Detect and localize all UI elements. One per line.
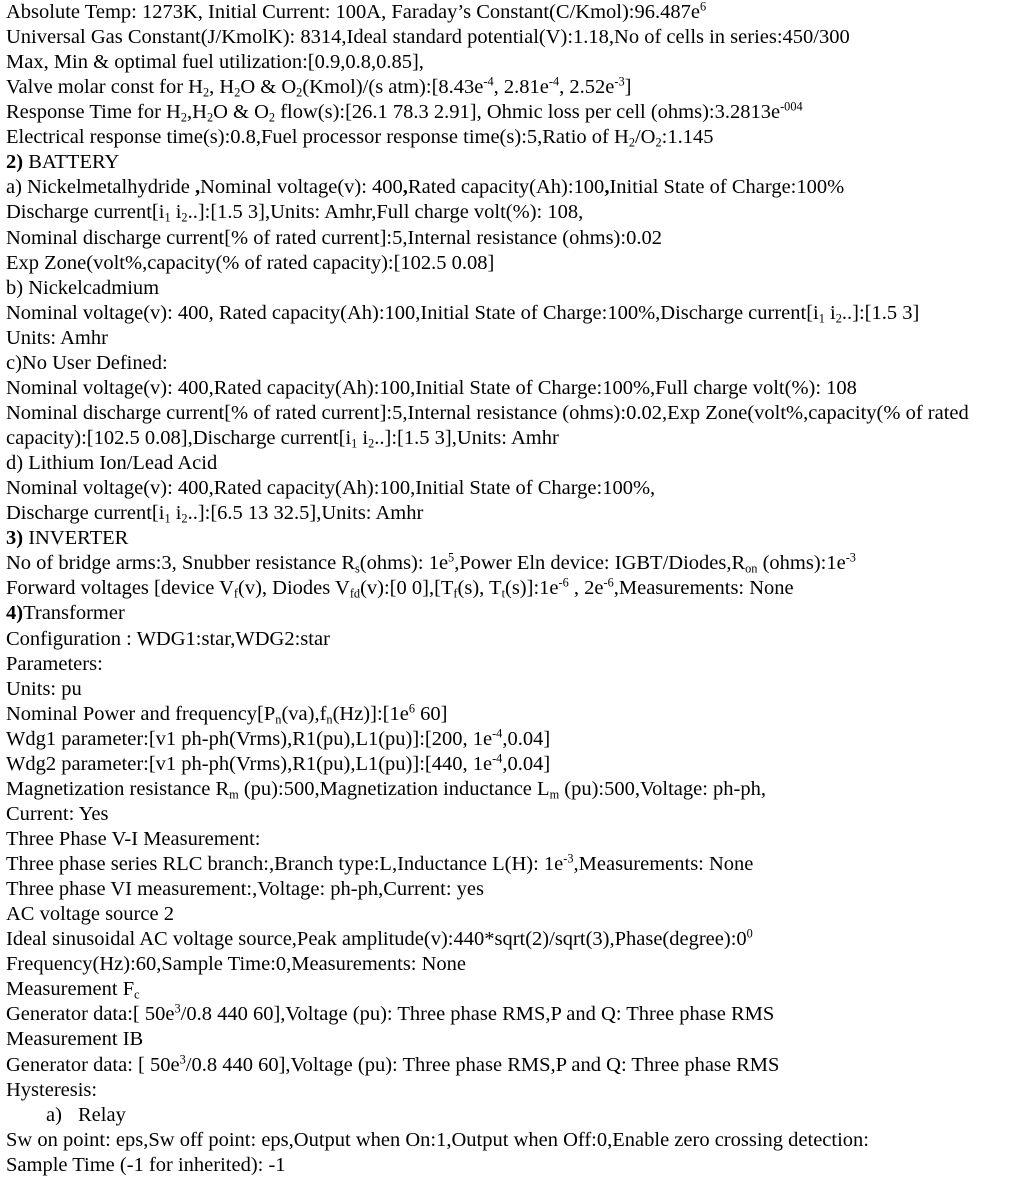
- text-segment: Measurement F: [6, 978, 135, 1001]
- subscript: 1: [818, 311, 825, 326]
- text-segment: ,Power Eln device: IGBT/Diodes,R: [454, 552, 746, 575]
- text-segment: (pu):500,Magnetization inductance L: [238, 777, 550, 800]
- text-segment: (ohms):1e: [757, 552, 846, 575]
- subscript: n: [275, 712, 282, 727]
- text-segment: Sample Time (-1 for inherited): -1: [6, 1153, 286, 1176]
- subscript: fd: [349, 587, 361, 602]
- text-segment: b) Nickelcadmium: [6, 276, 160, 299]
- text-segment: Response Time for H: [6, 101, 181, 124]
- superscript: -3: [563, 851, 574, 866]
- subscript: m: [229, 787, 239, 802]
- text-segment: Ideal sinusoidal AC voltage source,Peak amplitude(v):440*sqrt(2)/sqrt(3),Phase(degree):0: [6, 928, 747, 951]
- text-segment: Initial State of Charge:100%: [609, 176, 845, 199]
- text-segment: Configuration : WDG1:star,WDG2:star: [6, 627, 330, 650]
- text-line: [46, 1103, 126, 1128]
- text-segment: Magnetization resistance R: [6, 777, 230, 800]
- text-line: [6, 175, 844, 200]
- text-segment: Forward voltages [device V: [6, 577, 234, 600]
- text-line: [6, 627, 330, 652]
- text-segment: 60]: [414, 702, 448, 725]
- text-segment: ..]:[1.5 3]: [841, 301, 920, 324]
- text-line: [6, 150, 119, 175]
- text-segment: (v):[0 0],[T: [360, 577, 454, 600]
- subscript: 2: [181, 511, 188, 526]
- text-segment: ..]:[6.5 13 32.5],Units: Amhr: [187, 502, 424, 525]
- text-line: [6, 1128, 869, 1153]
- subscript: 2: [368, 436, 375, 451]
- text-segment: Three phase VI measurement:,Voltage: ph-ph,Current: yes: [6, 878, 485, 901]
- text-segment: ,0.04]: [502, 752, 551, 775]
- text-segment: Generator data: [ 50e: [6, 1053, 180, 1076]
- text-segment: Electrical response time(s):0.8,Fuel processor response time(s):5,Ratio of H: [6, 126, 629, 149]
- text-line: [6, 1078, 97, 1103]
- text-segment: (ohms): 1e: [359, 552, 449, 575]
- text-line: [6, 601, 125, 626]
- superscript: -6: [558, 576, 569, 590]
- text-segment: AC voltage source 2: [6, 903, 174, 926]
- text-line: [6, 1027, 143, 1052]
- text-segment: (Hz)]:[1e: [332, 702, 409, 725]
- text-segment: Absolute Temp: 1273K, Initial Current: 100A, Faraday’s Constant(C/Kmol):96.487e: [6, 1, 700, 23]
- text-segment: , H: [209, 76, 235, 99]
- text-line: [6, 501, 423, 526]
- subscript: 2: [628, 135, 635, 150]
- text-segment: Nominal voltage(v): 400,Rated capacity(Ah):100,Initial State of Charge:100%,Full charge volt(%): 108: [6, 376, 857, 399]
- text-line: [6, 677, 82, 702]
- subscript: s: [355, 562, 360, 576]
- text-segment: Generator data:[ 50e: [6, 1003, 175, 1026]
- text-segment: Transformer: [23, 602, 125, 625]
- text-segment: Exp Zone(volt%,capacity(% of rated capacity):[102.5 0.08]: [6, 251, 495, 274]
- text-line: [6, 0, 706, 25]
- text-line: [6, 476, 655, 501]
- text-line: [6, 326, 108, 351]
- text-segment: Discharge current[i: [6, 201, 165, 224]
- subscript: 1: [164, 211, 171, 226]
- superscript: -6: [603, 576, 614, 590]
- text-line: [6, 927, 753, 952]
- text-segment: /0.8 440 60],Voltage (pu): Three phase RMS,P and Q: Three phase RMS: [180, 1003, 775, 1026]
- text-line: [6, 401, 969, 426]
- subscript: n: [326, 712, 333, 727]
- text-line: [6, 451, 217, 476]
- superscript: -4: [492, 751, 503, 766]
- text-segment: flow(s):[26.1 78.3 2.91], Ohmic loss per cell (ohms):3.2813e: [275, 101, 781, 124]
- text-segment: (s), T: [457, 577, 502, 600]
- text-segment: Relay: [78, 1103, 126, 1126]
- text-line: [6, 50, 424, 75]
- subscript: t: [501, 587, 505, 602]
- text-segment: Nominal voltage(v): 400, Rated capacity(Ah):100,Initial State of Charge:100%,Discharge current[i: [6, 301, 819, 324]
- text-segment: (v), Diodes V: [238, 577, 350, 600]
- text-segment: Frequency(Hz):60,Sample Time:0,Measurements: None: [6, 953, 467, 976]
- text-segment: (va),f: [281, 702, 327, 725]
- superscript: 0: [746, 926, 753, 941]
- superscript: -3: [614, 74, 625, 89]
- subscript: 1: [351, 436, 358, 451]
- subscript: 2: [206, 110, 214, 125]
- text-segment: , 2.81e: [493, 76, 549, 99]
- text-segment: Nominal discharge current[% of rated current]:5,Internal resistance (ohms):0.02,Exp Zone(volt%,capacity(% of rated: [6, 401, 969, 424]
- superscript: -4: [483, 74, 494, 89]
- subscript: 2: [202, 85, 210, 100]
- text-line: [6, 802, 109, 827]
- text-segment: Nominal voltage(v): 400,Rated capacity(Ah):100,Initial State of Charge:100%,: [6, 477, 656, 500]
- text-segment: capacity):[102.5 0.08],Discharge current[i: [6, 427, 352, 450]
- subscript: 2: [181, 211, 188, 226]
- text-segment: ,Measurements: None: [613, 577, 794, 600]
- text-line: [6, 752, 550, 777]
- text-segment: i: [357, 427, 369, 450]
- text-segment: ]: [624, 76, 632, 99]
- text-segment: Universal Gas Constant(J/KmolK): 8314,Ideal standard potential(V):1.18,No of cells in series:450/300: [6, 26, 850, 49]
- text-segment: BATTERY: [23, 151, 120, 174]
- text-segment: Nominal Power and frequency[P: [6, 702, 276, 725]
- text-line: [6, 727, 550, 752]
- text-line: [6, 1153, 286, 1178]
- text-line: [6, 1002, 774, 1027]
- text-segment: /O: [634, 126, 656, 149]
- text-line: [6, 251, 494, 276]
- text-segment: Wdg1 parameter:[v1 ph-ph(Vrms),R1(pu),L1(pu)]:[200, 1e: [6, 727, 493, 750]
- text-segment: Three Phase V-I Measurement:: [6, 827, 261, 850]
- text-segment: i: [824, 301, 836, 324]
- text-segment: (pu):500,Voltage: ph-ph,: [559, 777, 767, 800]
- text-line: [6, 652, 103, 677]
- subscript: 1: [164, 511, 171, 526]
- text-line: [6, 1053, 779, 1078]
- subscript: on: [745, 562, 758, 576]
- subscript: f: [233, 587, 239, 602]
- superscript: 3: [174, 1002, 181, 1017]
- text-line: [6, 226, 662, 251]
- section-number: ,: [402, 176, 408, 199]
- text-segment: ..]:[1.5 3],Units: Amhr,Full charge volt(%): 108,: [187, 201, 584, 224]
- text-line: [6, 852, 753, 877]
- text-segment: Wdg2 parameter:[v1 ph-ph(Vrms),R1(pu),L1(pu)]:[440, 1e: [6, 752, 493, 775]
- subscript: 2: [234, 85, 241, 100]
- text-segment: c)No User Defined:: [6, 351, 168, 374]
- text-segment: Sw on point: eps,Sw off point: eps,Output when On:1,Output when Off:0,Enable zero crossing detection:: [6, 1128, 869, 1151]
- text-segment: O & O: [240, 76, 297, 99]
- text-line: [6, 551, 856, 576]
- text-segment: Max, Min & optimal fuel utilization:[0.9,0.8,0.85],: [6, 51, 424, 74]
- text-segment: (Kmol)/(s atm):[8.43e: [302, 76, 484, 99]
- subscript: 2: [296, 85, 303, 100]
- superscript: -004: [780, 99, 803, 114]
- subscript: 2: [180, 110, 187, 125]
- text-segment: i: [170, 502, 182, 525]
- text-line: [6, 301, 919, 326]
- text-line: [6, 351, 168, 376]
- subscript: m: [549, 787, 560, 802]
- text-line: [6, 25, 850, 50]
- superscript: -4: [492, 726, 503, 741]
- superscript: -3: [845, 550, 856, 565]
- text-line: [6, 376, 857, 401]
- text-line: [6, 200, 583, 225]
- text-line: [6, 977, 140, 1002]
- text-line: [6, 702, 447, 727]
- text-segment: ..]:[1.5 3],Units: Amhr: [374, 427, 559, 450]
- text-segment: a) Nickelmetalhydride: [6, 176, 195, 199]
- superscript: 6: [699, 0, 707, 14]
- subscript: 2: [835, 311, 842, 326]
- text-line: [6, 526, 128, 551]
- text-segment: , 2e: [568, 577, 604, 600]
- text-line: [6, 276, 159, 301]
- text-line: [6, 125, 713, 150]
- text-segment: Nominal discharge current[% of rated current]:5,Internal resistance (ohms):0.02: [6, 226, 662, 249]
- subscript: 2: [655, 135, 662, 150]
- text-segment: a): [46, 1103, 62, 1126]
- text-segment: No of bridge arms:3, Snubber resistance R: [6, 552, 355, 575]
- text-segment: O & O: [213, 101, 269, 124]
- text-line: [6, 100, 803, 125]
- section-number: 2): [6, 151, 24, 174]
- text-segment: i: [170, 201, 182, 224]
- subscript: c: [134, 988, 140, 1003]
- text-segment: ,H: [187, 101, 207, 124]
- superscript: 6: [408, 701, 415, 716]
- text-segment: Rated capacity(Ah):100: [407, 176, 605, 199]
- superscript: 3: [179, 1052, 186, 1067]
- text-segment: Current: Yes: [6, 802, 109, 825]
- text-segment: Nominal voltage(v): 400: [200, 176, 403, 199]
- section-number: 3): [6, 527, 24, 550]
- superscript: -4: [548, 74, 560, 89]
- text-segment: /0.8 440 60],Voltage (pu): Three phase RMS,P and Q: Three phase RMS: [185, 1053, 780, 1076]
- text-segment: Measurement IB: [6, 1028, 144, 1051]
- text-line: [6, 75, 631, 100]
- text-segment: ,Measurements: None: [573, 853, 754, 876]
- text-segment: (s)]:1e: [505, 577, 559, 600]
- text-segment: Units: pu: [6, 677, 82, 700]
- text-segment: Parameters:: [6, 652, 103, 675]
- text-segment: INVERTER: [23, 527, 129, 550]
- text-line: [6, 777, 766, 802]
- text-line: [6, 827, 260, 852]
- text-segment: :1.145: [661, 126, 714, 149]
- text-segment: d) Lithium Ion/Lead Acid: [6, 452, 218, 475]
- text-segment: Valve molar const for H: [6, 76, 203, 99]
- text-line: [6, 426, 559, 451]
- section-number: ,: [194, 176, 201, 199]
- superscript: 5: [448, 550, 455, 565]
- section-number: 4): [6, 602, 24, 625]
- text-segment: Discharge current[i: [6, 502, 165, 525]
- text-line: [6, 952, 466, 977]
- text-segment: , 2.52e: [559, 76, 615, 99]
- section-number: ,: [604, 176, 610, 199]
- text-segment: ,0.04]: [502, 727, 551, 750]
- text-segment: Three phase series RLC branch:,Branch type:L,Inductance L(H): 1e: [6, 853, 564, 876]
- subscript: 2: [268, 110, 276, 125]
- subscript: f: [453, 587, 458, 602]
- text-line: [6, 902, 174, 927]
- text-line: [6, 576, 794, 601]
- text-line: [6, 877, 484, 902]
- text-segment: Units: Amhr: [6, 326, 108, 349]
- text-segment: Hysteresis:: [6, 1078, 98, 1101]
